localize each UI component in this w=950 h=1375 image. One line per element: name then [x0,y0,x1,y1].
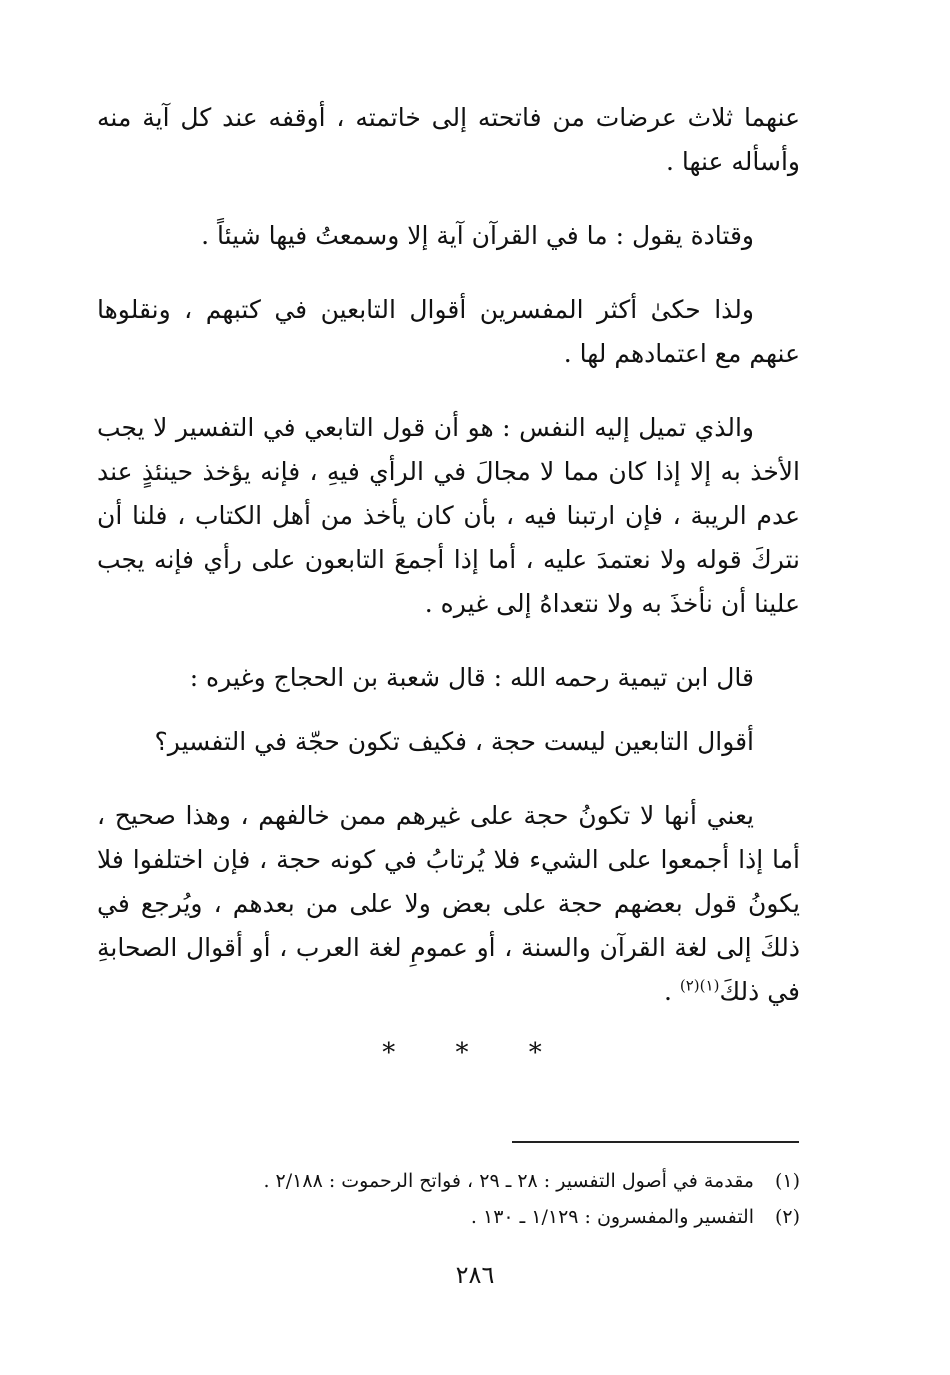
page-number: ٢٨٦ [455,1261,495,1289]
footnote-text: مقدمة في أصول التفسير : ٢٨ ـ ٢٩ ، فواتح الرحموت : ٢/١٨٨ . [263,1170,754,1192]
footnote-1 [200,1163,800,1199]
section-separator: * * * [382,1038,568,1068]
paragraph-7-end: . [663,977,680,1006]
paragraph-3: ولذا حكىٰ أكثر المفسرين أقوال التابعين في كتبهم ، ونقلوها عنهم مع اعتمادهم لها . [97,295,800,368]
paragraph-1: عنهما ثلاث عرضات من فاتحته إلى خاتمته ، أوقفه عند كل آية منه وأسأله عنها . [97,103,800,176]
paragraph-2: وقتادة يقول : ما في القرآن آية إلا وسمعتُ فيها شيئاً . [201,221,754,250]
footnotes [200,1163,800,1235]
footnote-2 [200,1199,800,1235]
footnote-number: (١) [774,1170,800,1192]
footnote-ref-1: (١) [699,976,720,995]
paragraph-5: قال ابن تيمية رحمه الله : قال شعبة بن الحجاج وغيره : [189,663,754,692]
paragraph-6: أقوال التابعين ليست حجة ، فكيف تكون حجّة في التفسير؟ [154,727,754,756]
footnote-number: (٢) [774,1206,800,1228]
paragraph-7 [97,794,800,1014]
paragraph-4: والذي تميل إليه النفس : هو أن قول التابعي في التفسير لا يجب الأخذ به إلا إذا كان مما لا مجالَ في الرأي فيهِ ، فإنه يؤخذ حينئذٍ عند عدم الريبة ، فإن ارتبنا فيه ، بأن كان يأخذ من أهل الكتاب ، فلنا أن نتركَ قوله ولا نعتمدَ عليه ، أما إذا أجمعَ التابعون على رأي فإنه يجب علينا أن نأخذَ به ولا نتعداهُ إلى غيره . [97,413,800,618]
footnote-text: التفسير والمفسرون : ١/١٢٩ ـ ١٣٠ . [470,1206,754,1228]
paragraph-7-text: يعني أنها لا تكونُ حجة على غيرهم ممن خالفهم ، وهذا صحيح ، أما إذا أجمعوا على الشيء فلا يُرتابُ في كونه حجة ، فإن اختلفوا فلا يكونُ قول بعضهم حجة على بعض ولا على من بعدهم ، ويُرجع في ذلكَ إلى لغة القرآن والسنة ، أو عمومِ لغة العرب ، أو أقوال الصحابةِ في ذلكَ [97,801,800,1006]
main-text [97,96,800,1014]
footnote-ref-2: (٢) [679,976,700,995]
footnote-divider [512,1141,799,1143]
